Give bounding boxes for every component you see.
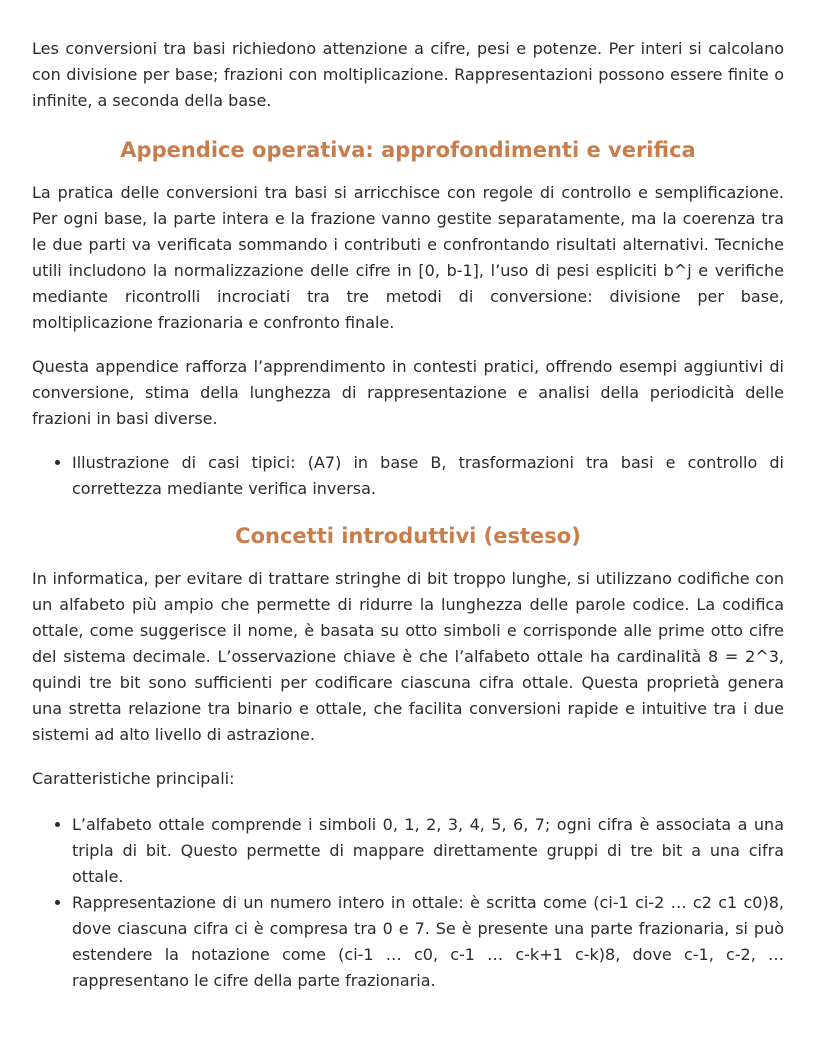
main-features-list — [32, 812, 784, 994]
appendix-bullet-list — [32, 450, 784, 502]
intro-concepts-heading: Concetti introduttivi (esteso) — [235, 524, 581, 548]
appendix-paragraph-1: La pratica delle conversioni tra basi si arricchisce con regole di controllo e semplificazione. Per ogni base, la parte intera e la frazione vanno gestite separatamente, ma la coerenza tra le due parti va verificata sommando i contributi e confrontando risultati alternativi. Tecniche utili includono la normalizzazione delle cifre in [0, b-1], l’uso di pesi espliciti b^j e verifiche mediante ricontrolli incrociati tra tre metodi di conversione: divisione per base, moltiplicazione frazionaria e confronto finale. — [32, 183, 784, 332]
list-item: • Rappresentazione di un numero intero in ottale: è scritta come (ci-1 ci-2 … c2 c1 c0)8, dove ciascuna cifra ci è compresa tra 0 e 7. Se è presente una parte frazionaria, si può estendere la notazione come (ci-1 … c0, c-1 … c-k+1 c-k)8, dove c-1, c-2, … rappresentano le cifre della parte frazionaria. — [72, 890, 784, 994]
intro-paragraph: Les conversioni tra basi richiedono attenzione a cifre, pesi e potenze. Per interi si calcolano con divisione per base; frazioni con moltiplicazione. Rappresentazioni possono essere finite o infinite, a seconda della base. — [32, 39, 784, 110]
main-features-label: Caratteristiche principali: — [32, 769, 235, 788]
list-item: • Illustrazione di casi tipici: (A7) in base B, trasformazioni tra basi e controllo di correttezza mediante verifica inversa. — [72, 450, 784, 502]
intro-concepts-paragraph: In informatica, per evitare di trattare stringhe di bit troppo lunghe, si utilizzano codifiche con un alfabeto più ampio che permette di ridurre la lunghezza delle parole codice. La codifica ottale, come suggerisce il nome, è basata su otto simboli e corrisponde alle prime otto cifre del sistema decimale. L’osservazione chiave è che l’alfabeto ottale ha cardinalità 8 = 2^3, quindi tre bit sono sufficienti per codificare ciascuna cifra ottale. Questa proprietà genera una stretta relazione tra binario e ottale, che facilita conversioni rapide e intuitive tra i due sistemi ad alto livello di astrazione. — [32, 569, 784, 744]
appendix-heading: Appendice operativa: approfondimenti e verifica — [120, 138, 696, 162]
appendix-paragraph-2: Questa appendice rafforza l’apprendimento in contesti pratici, offrendo esempi aggiuntivi di conversione, stima della lunghezza di rappresentazione e analisi della periodicità delle frazioni in basi diverse. — [32, 357, 784, 428]
list-item: • L’alfabeto ottale comprende i simboli 0, 1, 2, 3, 4, 5, 6, 7; ogni cifra è associata a una tripla di bit. Questo permette di mappare direttamente gruppi di tre bit a una cifra ottale. — [72, 812, 784, 890]
